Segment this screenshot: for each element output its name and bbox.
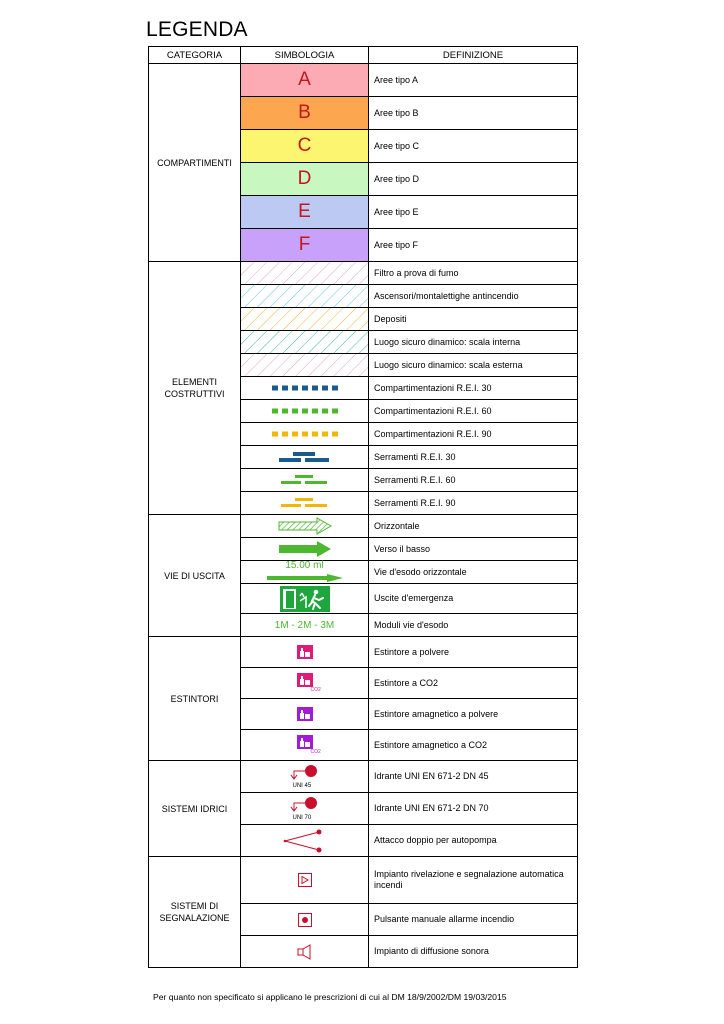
- double-fire-connection-icon: [241, 825, 369, 857]
- area-letter: E: [298, 201, 311, 222]
- definition: Estintore amagnetico a CO2: [369, 730, 578, 761]
- table-row: [149, 637, 578, 668]
- co2-label: CO2: [310, 749, 321, 755]
- area-a-swatch: [241, 64, 369, 97]
- rei-30-dashed-line-icon: [241, 377, 369, 400]
- definition: Compartimentazioni R.E.I. 90: [369, 423, 578, 446]
- category-estintori: ESTINTORI: [149, 637, 241, 761]
- rei-60-dashed-line-icon: [241, 400, 369, 423]
- area-f-swatch: [241, 229, 369, 262]
- hydrant-label: UNI 70: [292, 814, 312, 821]
- definition: Aree tipo A: [369, 64, 578, 97]
- powder-extinguisher-icon: [241, 637, 369, 668]
- definition: Filtro a prova di fumo: [369, 262, 578, 285]
- footer-note: Per quanto non specificato si applicano le prescrizioni di cui al DM 18/9/2002/DM 19/03/2015: [153, 992, 507, 1002]
- area-letter: F: [298, 234, 311, 255]
- speaker-icon: [241, 936, 369, 968]
- definition: Aree tipo D: [369, 163, 578, 196]
- definition-line: incendi: [374, 880, 403, 890]
- exit-modules-label: 1M - 2M - 3M: [241, 614, 369, 637]
- co2-label: CO2: [310, 687, 321, 693]
- header-definizione: DEFINIZIONE: [369, 47, 578, 64]
- table-row: [149, 515, 578, 538]
- definition: [369, 857, 578, 904]
- manual-alarm-button-icon: [241, 904, 369, 936]
- amagnetic-powder-extinguisher-icon: [241, 699, 369, 730]
- hatch-pink-swatch: [241, 262, 369, 285]
- downward-exit-arrow-icon: [241, 538, 369, 561]
- amagnetic-co2-extinguisher-icon: [241, 730, 369, 761]
- legend-title: LEGENDA: [146, 18, 248, 41]
- area-d-swatch: [241, 163, 369, 196]
- definition: Verso il basso: [369, 538, 578, 561]
- table-row: [149, 857, 578, 904]
- definition: Estintore a polvere: [369, 637, 578, 668]
- category-label-line: ELEMENTI: [171, 377, 217, 387]
- definition: Impianto di diffusione sonora: [369, 936, 578, 968]
- category-sistemi-idrici: SISTEMI IDRICI: [149, 761, 241, 857]
- definition: Aree tipo C: [369, 130, 578, 163]
- category-sistemi-segnalazione: [149, 857, 241, 968]
- definition: Idrante UNI EN 671-2 DN 70: [369, 793, 578, 825]
- area-letter: D: [297, 168, 312, 189]
- definition: Attacco doppio per autopompa: [369, 825, 578, 857]
- definition: Estintore amagnetico a polvere: [369, 699, 578, 730]
- definition: Serramenti R.E.I. 30: [369, 446, 578, 469]
- category-vie-di-uscita: VIE DI USCITA: [149, 515, 241, 637]
- co2-extinguisher-icon: [241, 668, 369, 699]
- table-row: [149, 64, 578, 97]
- emergency-exit-sign-icon: [241, 584, 369, 614]
- hatch-cyan-swatch: [241, 285, 369, 308]
- category-label-line: SISTEMI DI: [170, 901, 219, 911]
- door-rei-90-icon: [241, 492, 369, 515]
- category-label-line: SEGNALAZIONE: [159, 913, 230, 923]
- area-e-swatch: [241, 196, 369, 229]
- door-rei-60-icon: [241, 469, 369, 492]
- definition: Ascensori/montalettighe antincendio: [369, 285, 578, 308]
- definition: Luogo sicuro dinamico: scala interna: [369, 331, 578, 354]
- hydrant-dn45-icon: [241, 761, 369, 793]
- definition: Compartimentazioni R.E.I. 30: [369, 377, 578, 400]
- area-letter: A: [298, 69, 311, 90]
- definition: Orizzontale: [369, 515, 578, 538]
- category-label-line: COSTRUTTIVI: [164, 389, 225, 399]
- definition: Aree tipo B: [369, 97, 578, 130]
- rei-90-dashed-line-icon: [241, 423, 369, 446]
- escape-route-arrow-icon: [241, 561, 369, 584]
- definition: Idrante UNI EN 671-2 DN 45: [369, 761, 578, 793]
- horizontal-exit-arrow-icon: [241, 515, 369, 538]
- definition: Aree tipo E: [369, 196, 578, 229]
- hatch-teal-swatch: [241, 331, 369, 354]
- hydrant-label: UNI 45: [292, 782, 312, 789]
- area-letter: C: [297, 135, 312, 156]
- definition: Compartimentazioni R.E.I. 60: [369, 400, 578, 423]
- header-row: [149, 47, 578, 64]
- definition: Vie d'esodo orizzontale: [369, 561, 578, 584]
- hatch-pink-swatch: [241, 354, 369, 377]
- category-compartimenti: COMPARTIMENTI: [149, 64, 241, 262]
- door-rei-30-icon: [241, 446, 369, 469]
- definition: Luogo sicuro dinamico: scala esterna: [369, 354, 578, 377]
- automatic-detector-icon: [241, 857, 369, 904]
- header-simbologia: SIMBOLOGIA: [241, 47, 369, 64]
- table-row: [149, 761, 578, 793]
- hatch-orange-swatch: [241, 308, 369, 331]
- definition: Uscite d'emergenza: [369, 584, 578, 614]
- definition: Serramenti R.E.I. 60: [369, 469, 578, 492]
- definition: Serramenti R.E.I. 90: [369, 492, 578, 515]
- definition: Aree tipo F: [369, 229, 578, 262]
- definition: Estintore a CO2: [369, 668, 578, 699]
- hydrant-dn70-icon: [241, 793, 369, 825]
- header-categoria: CATEGORIA: [149, 47, 241, 64]
- area-b-swatch: [241, 97, 369, 130]
- definition: Pulsante manuale allarme incendio: [369, 904, 578, 936]
- legend-table: [148, 46, 578, 968]
- area-letter: B: [298, 102, 311, 123]
- definition-line: Impianto rivelazione e segnalazione automatica: [374, 869, 564, 879]
- area-c-swatch: [241, 130, 369, 163]
- definition: Depositi: [369, 308, 578, 331]
- definition: Moduli vie d'esodo: [369, 614, 578, 637]
- category-elementi-costruttivi: [149, 262, 241, 515]
- table-row: [149, 262, 578, 285]
- escape-route-length-label: 15.00 ml: [285, 560, 324, 571]
